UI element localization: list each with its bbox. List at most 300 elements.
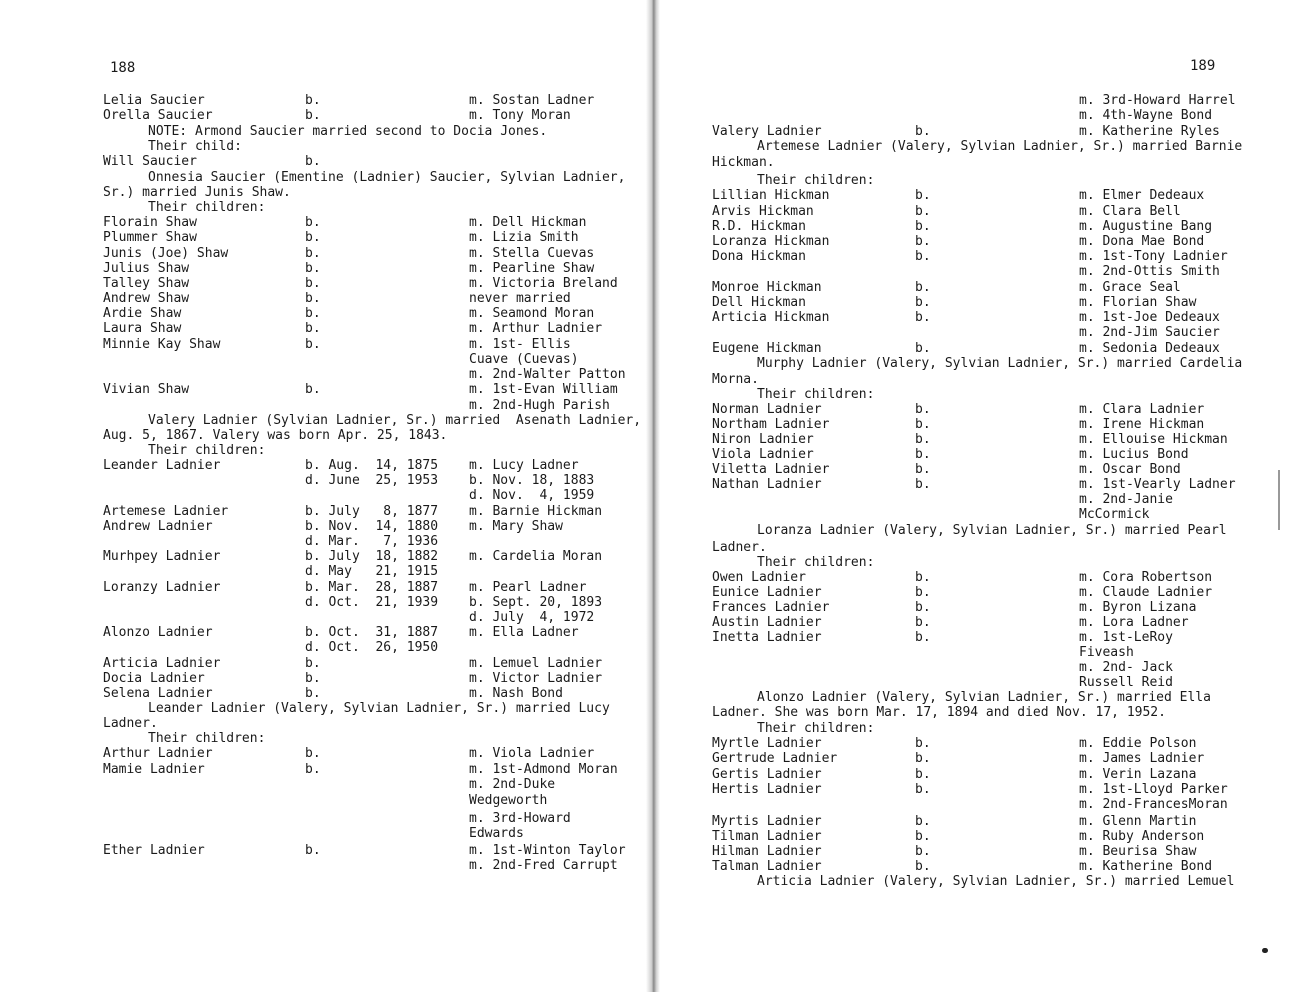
entry-line [660, 280, 1260, 295]
birth-death: b. [915, 188, 931, 203]
entry-line [0, 108, 600, 123]
person-name: Andrew Ladnier [103, 519, 213, 534]
birth-death: d. June 25, 1953 [305, 473, 439, 488]
birth-death: b. [305, 337, 321, 352]
paragraph-text: Their children: [148, 731, 266, 746]
entry-line [660, 139, 1260, 154]
birth-death: b. [305, 230, 321, 245]
birth-death: b. [915, 249, 931, 264]
marriage: m. Seamond Moran [469, 306, 595, 321]
birth-death: b. [305, 108, 321, 123]
person-name: Minnie Kay Shaw [103, 337, 221, 352]
entry-line [0, 580, 600, 595]
marriage: m. Victoria Breland [469, 276, 618, 291]
birth-death: b. [915, 782, 931, 797]
entry-line [0, 276, 618, 291]
birth-death: b. [305, 746, 321, 761]
birth-death: b. [915, 736, 931, 751]
entry-line [0, 793, 600, 808]
birth-death: b. [915, 204, 931, 219]
entry-line [660, 402, 1260, 417]
paragraph-text: Their children: [757, 721, 875, 736]
person-name: R.D. Hickman [712, 219, 806, 234]
marriage: m. 2nd-Jim Saucier [1079, 325, 1220, 340]
entry-line [660, 523, 1260, 538]
person-name: Norman Ladnier [712, 402, 822, 417]
birth-death: b. [305, 656, 321, 671]
birth-death: b. [915, 295, 931, 310]
birth-death: b. [915, 767, 931, 782]
marriage: m. Augustine Bang [1079, 219, 1213, 234]
birth-death: b. July 8, 1877 [305, 504, 439, 519]
marriage: m. Barnie Hickman [469, 504, 603, 519]
paragraph-text: Ladner. She was born Mar. 17, 1894 and died Nov. 17, 1952. [712, 705, 1166, 720]
birth-death: b. Aug. 14, 1875 [305, 458, 439, 473]
person-name: Talley Shaw [103, 276, 190, 291]
person-name: Niron Ladnier [712, 432, 814, 447]
entry-line [660, 432, 1260, 447]
birth-death: b. [915, 814, 931, 829]
entry-line [660, 874, 1260, 889]
person-name: Junis (Joe) Shaw [103, 246, 229, 261]
entry-line [0, 716, 600, 731]
birth-death: d. Mar. 7, 1936 [305, 534, 439, 549]
marriage: m. Dell Hickman [469, 215, 587, 230]
marriage: m. 2nd-Duke [469, 777, 556, 792]
entry-line [0, 826, 600, 841]
entry-line [660, 341, 1260, 356]
birth-death: b. [305, 762, 321, 777]
entry-line [0, 686, 600, 701]
paragraph-text: Their children: [757, 387, 875, 402]
marriage: m. Lora Ladner [1079, 615, 1189, 630]
marriage: m. Lucy Ladner [469, 458, 579, 473]
marriage: m. Sedonia Dedeaux [1079, 341, 1220, 356]
paragraph-text: Sr.) married Junis Shaw. [103, 185, 291, 200]
paragraph-text: Alonzo Ladnier (Valery, Sylvian Ladnier, Sr.) married Ella [757, 690, 1211, 705]
entry-line [0, 595, 603, 610]
entry-line [0, 811, 600, 826]
marriage: Wedgeworth [469, 793, 548, 808]
birth-death: b. [915, 751, 931, 766]
birth-death: b. [915, 570, 931, 585]
marriage: m. Katherine Ryles [1079, 124, 1220, 139]
entry-line [660, 387, 1260, 402]
person-name: Dona Hickman [712, 249, 806, 264]
entry-line [0, 625, 600, 640]
marriage: m. Ruby Anderson [1079, 829, 1205, 844]
entry-line [660, 540, 1260, 555]
entry-line [0, 291, 600, 306]
birth-death: b. [305, 215, 321, 230]
entry-line [660, 570, 1260, 585]
paragraph-text: Their children: [757, 173, 875, 188]
person-name: Owen Ladnier [712, 570, 806, 585]
birth-death: b. [915, 234, 931, 249]
entry-line [660, 204, 1260, 219]
birth-death: b. [305, 306, 321, 321]
entry-line [660, 767, 1260, 782]
birth-death: b. [305, 686, 321, 701]
marriage: m. 2nd-Ottis Smith [1079, 264, 1220, 279]
birth-death: b. [915, 447, 931, 462]
entry-line [660, 462, 1260, 477]
entry-line [660, 600, 1260, 615]
entry-line [0, 858, 618, 873]
marriage: m. 1st-Lloyd Parker [1079, 782, 1228, 797]
marriage: m. Florian Shaw [1079, 295, 1197, 310]
person-name: Nathan Ladnier [712, 477, 822, 492]
birth-death: b. [915, 844, 931, 859]
person-name: Viletta Ladnier [712, 462, 830, 477]
paragraph-text: Articia Ladnier (Valery, Sylvian Ladnier, Sr.) married Lemuel [757, 874, 1235, 889]
birth-death: b. [305, 671, 321, 686]
person-name: Andrew Shaw [103, 291, 190, 306]
entry-line [660, 447, 1260, 462]
marriage: Cuave (Cuevas) [469, 352, 579, 367]
entry-line [0, 549, 603, 564]
marriage: never married [469, 291, 571, 306]
entry-line [0, 458, 600, 473]
entry-line [660, 751, 1260, 766]
entry-line [0, 701, 610, 716]
entry-line [660, 645, 1260, 660]
birth-death: b. [915, 310, 931, 325]
entry-line [660, 844, 1260, 859]
person-name: Myrtis Ladnier [712, 814, 822, 829]
ink-speck [1262, 948, 1268, 953]
birth-death: b. [915, 417, 931, 432]
person-name: Docia Ladnier [103, 671, 205, 686]
marriage: m. 4th-Wayne Bond [1079, 108, 1213, 123]
person-name: Frances Ladnier [712, 600, 830, 615]
marriage: m. Sostan Ladner [469, 93, 595, 108]
entry-line [0, 352, 600, 367]
marriage: m. 2nd-Fred Carrupt [469, 858, 618, 873]
entry-line [660, 736, 1260, 751]
person-name: Loranzy Ladnier [103, 580, 221, 595]
marriage: d. Nov. 4, 1959 [469, 488, 595, 503]
birth-death: d. Oct. 21, 1939 [305, 595, 439, 610]
marriage: McCormick [1079, 507, 1150, 522]
person-name: Lillian Hickman [712, 188, 830, 203]
entry-line [660, 310, 1260, 325]
marriage: m. 3rd-Howard [469, 811, 571, 826]
marriage: m. 1st-Winton Taylor [469, 843, 626, 858]
person-name: Hilman Ladnier [712, 844, 822, 859]
marriage: m. Clara Bell [1079, 204, 1181, 219]
person-name: Florain Shaw [103, 215, 197, 230]
birth-death: d. May 21, 1915 [305, 564, 439, 579]
marriage: m. 2nd-Walter Patton [469, 367, 626, 382]
person-name: Ardie Shaw [103, 306, 182, 321]
person-name: Arthur Ladnier [103, 746, 213, 761]
marriage: m. Lizia Smith [469, 230, 579, 245]
paragraph-text: NOTE: Armond Saucier married second to Docia Jones. [148, 124, 548, 139]
birth-death: b. [915, 124, 931, 139]
marriage: m. Verin Lazana [1079, 767, 1197, 782]
person-name: Hertis Ladnier [712, 782, 822, 797]
marriage: m. Oscar Bond [1079, 462, 1181, 477]
marriage: m. 1st- Ellis [469, 337, 571, 352]
entry-line [0, 610, 600, 625]
entry-line [660, 555, 1260, 570]
entry-line [660, 630, 1260, 645]
paragraph-text: Valery Ladnier (Sylvian Ladnier, Sr.) married Asenath Ladnier, [148, 413, 642, 428]
person-name: Selena Ladnier [103, 686, 213, 701]
marriage: m. 3rd-Howard Harrel [1079, 93, 1236, 108]
entry-line [660, 108, 1260, 123]
birth-death: b. [305, 154, 321, 169]
entry-line [0, 413, 642, 428]
entry-line [0, 246, 600, 261]
marriage: d. July 4, 1972 [469, 610, 595, 625]
person-name: Articia Ladnier [103, 656, 221, 671]
birth-death: d. Oct. 26, 1950 [305, 640, 439, 655]
person-name: Vivian Shaw [103, 382, 190, 397]
entry-line [0, 230, 600, 245]
paragraph-text: Onnesia Saucier (Ementine (Ladnier) Saucier, Sylvian Ladnier, [148, 170, 626, 185]
entry-line [0, 473, 600, 488]
paragraph-text: Their children: [148, 200, 266, 215]
marriage: m. Beurisa Shaw [1079, 844, 1197, 859]
marriage: m. Victor Ladnier [469, 671, 603, 686]
birth-death: b. [915, 341, 931, 356]
marriage: Fiveash [1079, 645, 1134, 660]
entry-line [0, 382, 618, 397]
page-number: 189 [1190, 58, 1216, 74]
marriage: m. 2nd-FrancesMoran [1079, 797, 1228, 812]
paragraph-text: Their child: [148, 139, 242, 154]
entry-line [0, 564, 600, 579]
marriage: m. Elmer Dedeaux [1079, 188, 1205, 203]
entry-line [0, 154, 600, 169]
birth-death: b. [305, 382, 321, 397]
person-name: Valery Ladnier [712, 124, 822, 139]
marriage: m. 1st-LeRoy [1079, 630, 1173, 645]
entry-line [660, 234, 1260, 249]
entry-line [0, 519, 600, 534]
birth-death: b. [305, 291, 321, 306]
entry-line [660, 417, 1260, 432]
paragraph-text: Aug. 5, 1867. Valery was born Apr. 25, 1843. [103, 428, 448, 443]
person-name: Gertis Ladnier [712, 767, 822, 782]
entry-line [0, 337, 600, 352]
marriage: m. Cardelia Moran [469, 549, 603, 564]
entry-line [660, 188, 1260, 203]
marriage: m. Pearl Ladner [469, 580, 587, 595]
marriage: m. Clara Ladnier [1079, 402, 1205, 417]
entry-line [0, 640, 600, 655]
page-188 [0, 0, 640, 992]
paragraph-text: Ladner. [712, 540, 767, 555]
person-name: Arvis Hickman [712, 204, 814, 219]
entry-line [0, 504, 603, 519]
entry-line [0, 671, 603, 686]
paragraph-text: Their children: [148, 443, 266, 458]
birth-death: b. [915, 600, 931, 615]
marriage: m. Dona Mae Bond [1079, 234, 1205, 249]
entry-line [0, 762, 618, 777]
marriage: m. James Ladnier [1079, 751, 1205, 766]
entry-line [0, 170, 626, 185]
marriage: m. 2nd- Jack [1079, 660, 1173, 675]
paragraph-text: Hickman. [712, 155, 775, 170]
entry-line [0, 428, 600, 443]
entry-line [0, 488, 600, 503]
birth-death: b. [305, 261, 321, 276]
person-name: Inetta Ladnier [712, 630, 822, 645]
paragraph-text: Their children: [757, 555, 875, 570]
marriage: m. Claude Ladnier [1079, 585, 1213, 600]
marriage: m. Viola Ladnier [469, 746, 595, 761]
person-name: Julius Shaw [103, 261, 190, 276]
marriage: m. Pearline Shaw [469, 261, 595, 276]
entry-line [660, 492, 1260, 507]
entry-line [660, 814, 1260, 829]
marriage: m. Tony Moran [469, 108, 571, 123]
entry-line [0, 261, 600, 276]
person-name: Talman Ladnier [712, 859, 822, 874]
birth-death: b. [305, 843, 321, 858]
marriage: Edwards [469, 826, 524, 841]
page-number: 188 [110, 60, 136, 76]
marriage: m. 1st-Evan William [469, 382, 618, 397]
paragraph-text: Murphy Ladnier (Valery, Sylvian Ladnier, Sr.) married Cardelia [757, 356, 1243, 371]
birth-death: b. [915, 585, 931, 600]
birth-death: b. [915, 462, 931, 477]
birth-death: b. [915, 477, 931, 492]
marriage: m. Ella Ladner [469, 625, 579, 640]
person-name: Orella Saucier [103, 108, 213, 123]
birth-death: b. [915, 402, 931, 417]
entry-line [660, 264, 1260, 279]
person-name: Loranza Hickman [712, 234, 830, 249]
entry-line [660, 325, 1260, 340]
birth-death: b. [305, 276, 321, 291]
entry-line [660, 93, 1260, 108]
marriage: m. Glenn Martin [1079, 814, 1197, 829]
person-name: Eunice Ladnier [712, 585, 822, 600]
entry-line [0, 843, 626, 858]
person-name: Laura Shaw [103, 321, 182, 336]
birth-death: b. [915, 630, 931, 645]
marriage: m. Nash Bond [469, 686, 563, 701]
marriage: m. Katherine Bond [1079, 859, 1213, 874]
marriage: m. Lucius Bond [1079, 447, 1189, 462]
entry-line [660, 585, 1260, 600]
entry-line [0, 93, 600, 108]
entry-line [0, 124, 600, 139]
entry-line [0, 777, 600, 792]
person-name: Lelia Saucier [103, 93, 205, 108]
entry-line [660, 356, 1260, 371]
person-name: Ether Ladnier [103, 843, 205, 858]
person-name: Monroe Hickman [712, 280, 822, 295]
paragraph-text: Artemese Ladnier (Valery, Sylvian Ladnier, Sr.) married Barnie [757, 139, 1243, 154]
page-189 [660, 0, 1280, 992]
entry-line [660, 249, 1260, 264]
person-name: Articia Hickman [712, 310, 830, 325]
entry-line [660, 155, 1260, 170]
person-name: Murhpey Ladnier [103, 549, 221, 564]
paragraph-text: Morna. [712, 372, 759, 387]
marriage: Russell Reid [1079, 675, 1173, 690]
entry-line [0, 746, 600, 761]
marriage: m. Mary Shaw [469, 519, 563, 534]
entry-line [660, 372, 1260, 387]
person-name: Alonzo Ladnier [103, 625, 213, 640]
paragraph-text: Ladner. [103, 716, 158, 731]
marriage: m. Cora Robertson [1079, 570, 1213, 585]
marriage: m. Ellouise Hickman [1079, 432, 1228, 447]
entry-line [0, 731, 600, 746]
person-name: Will Saucier [103, 154, 197, 169]
entry-line [660, 615, 1260, 630]
birth-death: b. [915, 432, 931, 447]
marriage: m. Byron Lizana [1079, 600, 1197, 615]
marriage: m. Irene Hickman [1079, 417, 1205, 432]
marriage: m. 1st-Joe Dedeaux [1079, 310, 1220, 325]
person-name: Dell Hickman [712, 295, 806, 310]
entry-line [660, 690, 1260, 705]
birth-death: b. [915, 219, 931, 234]
entry-line [660, 675, 1260, 690]
entry-line [660, 782, 1260, 797]
entry-line [0, 185, 600, 200]
paragraph-text: Leander Ladnier (Valery, Sylvian Ladnier, Sr.) married Lucy [148, 701, 610, 716]
entry-line [0, 367, 626, 382]
paragraph-text: Loranza Ladnier (Valery, Sylvian Ladnier, Sr.) married Pearl [757, 523, 1227, 538]
marriage: m. Arthur Ladnier [469, 321, 603, 336]
person-name: Mamie Ladnier [103, 762, 205, 777]
entry-line [660, 477, 1260, 492]
book-gutter [646, 0, 660, 992]
birth-death: b. Oct. 31, 1887 [305, 625, 439, 640]
person-name: Plummer Shaw [103, 230, 197, 245]
birth-death: b. [915, 280, 931, 295]
person-name: Gertrude Ladnier [712, 751, 838, 766]
marriage: b. Sept. 20, 1893 [469, 595, 603, 610]
marriage: m. 2nd-Janie [1079, 492, 1173, 507]
entry-line [0, 215, 600, 230]
birth-death: b. [915, 829, 931, 844]
entry-line [660, 797, 1260, 812]
birth-death: b. [915, 615, 931, 630]
person-name: Tilman Ladnier [712, 829, 822, 844]
entry-line [0, 139, 600, 154]
entry-line [0, 656, 603, 671]
marriage: m. 2nd-Hugh Parish [469, 398, 610, 413]
person-name: Northam Ladnier [712, 417, 830, 432]
entry-line [660, 124, 1260, 139]
entry-line [660, 507, 1260, 522]
entry-line [0, 200, 600, 215]
entry-line [660, 721, 1260, 736]
entry-line [660, 705, 1260, 720]
person-name: Leander Ladnier [103, 458, 221, 473]
birth-death: b. Mar. 28, 1887 [305, 580, 439, 595]
marriage: m. Stella Cuevas [469, 246, 595, 261]
marriage: m. Lemuel Ladnier [469, 656, 603, 671]
person-name: Eugene Hickman [712, 341, 822, 356]
birth-death: b. [915, 859, 931, 874]
entry-line [0, 306, 600, 321]
birth-death: b. Nov. 14, 1880 [305, 519, 439, 534]
entry-line [660, 173, 1260, 188]
person-name: Myrtle Ladnier [712, 736, 822, 751]
marriage: m. 1st-Admond Moran [469, 762, 618, 777]
